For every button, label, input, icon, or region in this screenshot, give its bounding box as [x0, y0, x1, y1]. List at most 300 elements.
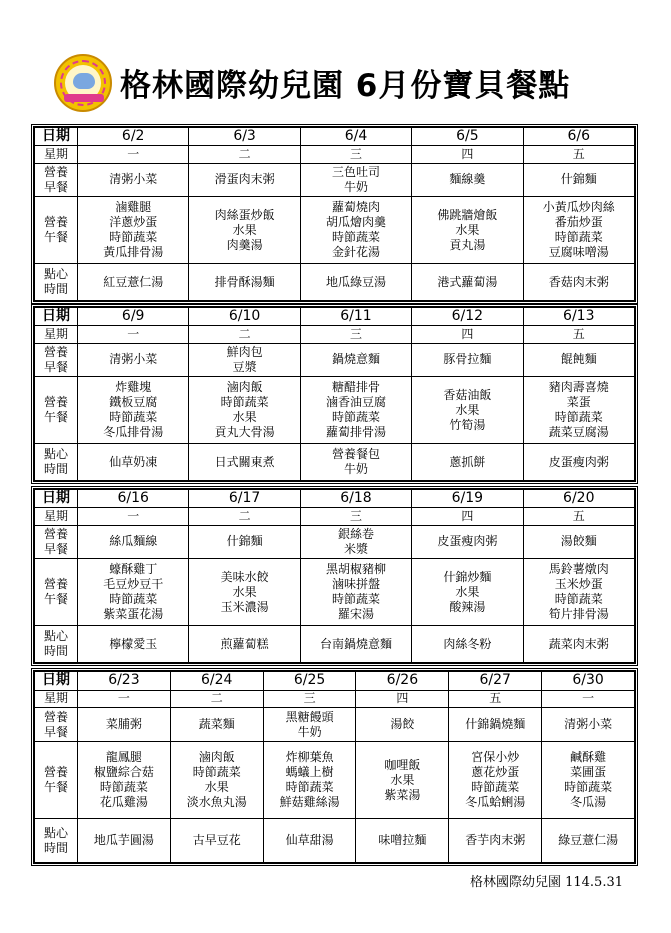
lunch-row: [35, 197, 635, 264]
menu-item: 檸檬愛玉: [109, 636, 158, 651]
menu-item: 時節蔬菜: [109, 410, 158, 425]
menu-item: 滷肉飯: [198, 750, 235, 765]
menu-item: 蔥花炒蛋: [471, 765, 520, 780]
row-label-text: 營養: [43, 765, 68, 780]
menu-cell: [523, 559, 634, 626]
date-row: [35, 672, 635, 691]
menu-item: 營養餐包: [331, 447, 380, 462]
row-label: [35, 742, 78, 819]
menu-item: 滑蛋肉末粥: [214, 172, 275, 187]
row-label: [35, 626, 78, 663]
menu-cell: [523, 163, 634, 197]
menu-item: 時節蔬菜: [471, 780, 520, 795]
menu-cell: [263, 742, 356, 819]
menu-item: 清粥小菜: [109, 352, 158, 367]
menu-item: 鍋燒意麵: [331, 352, 380, 367]
menu-item: 時節蔬菜: [331, 592, 380, 607]
menu-cell: [412, 264, 523, 301]
snack-row: [35, 444, 635, 481]
weekday-row: [35, 146, 635, 163]
menu-cell: [78, 525, 189, 559]
menu-cell: [412, 525, 523, 559]
menu-item: 貢丸大骨湯: [214, 425, 275, 440]
page-header: [0, 44, 671, 114]
menu-item: 咖哩飯: [384, 757, 421, 772]
menu-cell: 四: [356, 690, 449, 708]
row-label-text: 早餐: [43, 359, 68, 374]
menu-item: 黑糖饅頭: [285, 709, 334, 724]
menu-item: 蘿蔔燒肉: [331, 200, 380, 215]
menu-item: 貢丸湯: [449, 237, 486, 252]
menu-cell: 四: [412, 146, 523, 163]
menu-item: 地瓜綠豆湯: [325, 274, 386, 289]
menu-item: 金針花湯: [331, 245, 380, 260]
menu-item: 煎蘿蔔糕: [220, 636, 269, 651]
menu-item: 羅宋湯: [337, 607, 374, 622]
menu-cell: 三: [300, 508, 411, 525]
menu-cell: 6/2: [78, 128, 189, 146]
menu-item: 黑胡椒豬柳: [325, 562, 386, 577]
menu-cell: [300, 163, 411, 197]
snack-row: [35, 819, 635, 863]
menu-table: [34, 489, 635, 663]
breakfast-row: [35, 343, 635, 377]
menu-item: 淡水魚丸湯: [186, 795, 247, 810]
menu-cell: [449, 708, 542, 742]
menu-cell: [523, 343, 634, 377]
menu-table: [34, 307, 635, 481]
menu-cell: 6/11: [300, 308, 411, 326]
menu-item: 椒鹽綜合菇: [93, 765, 154, 780]
menu-item: 台南鍋燒意麵: [319, 636, 392, 651]
menu-cell: 五: [523, 146, 634, 163]
menu-item: 什錦麵: [560, 172, 597, 187]
menu-cell: [189, 626, 300, 663]
menu-cell: [78, 343, 189, 377]
menu-table: [34, 127, 635, 301]
date-row: [35, 128, 635, 146]
menu-cell: 二: [170, 690, 263, 708]
menu-item: 蘿蔔排骨湯: [325, 425, 386, 440]
menu-item: 米漿: [343, 541, 368, 556]
breakfast-row: [35, 525, 635, 559]
row-label: [35, 264, 78, 301]
menu-cell: 一: [78, 326, 189, 343]
menu-item: 水果: [232, 584, 257, 599]
row-label: [35, 163, 78, 197]
lunch-row: [35, 377, 635, 444]
menu-item: 花瓜雞湯: [99, 795, 148, 810]
page-title: 格林國際幼兒園 6月份寶貝餐點: [120, 68, 571, 104]
row-label-text: 早餐: [43, 724, 68, 739]
row-label: [35, 708, 78, 742]
row-label-text: 午餐: [43, 410, 68, 425]
row-label-text: 時間: [43, 840, 68, 855]
menu-item: 糖醋排骨: [331, 380, 380, 395]
menu-item: 水果: [232, 222, 257, 237]
menu-cell: 6/23: [78, 672, 171, 691]
row-label-text: 時間: [43, 282, 68, 297]
menu-cell: [170, 742, 263, 819]
week-block: [31, 486, 638, 666]
menu-cell: [78, 559, 189, 626]
menu-item: 時節蔬菜: [99, 780, 148, 795]
menu-item: 什錦麵: [226, 534, 263, 549]
menu-cell: [300, 377, 411, 444]
menu-item: 銀絲卷: [337, 526, 374, 541]
menu-item: 仙草奶凍: [109, 454, 158, 469]
menu-item: 港式蘿蔔湯: [437, 274, 498, 289]
menu-cell: [78, 444, 189, 481]
row-label: [35, 197, 78, 264]
menu-cell: [300, 197, 411, 264]
menu-item: 香芋肉末粥: [465, 833, 526, 848]
menu-item: 豆腐味噌湯: [548, 245, 609, 260]
menu-item: 什錦鍋燒麵: [465, 717, 526, 732]
menu-item: 滷味拼盤: [331, 577, 380, 592]
row-label-text: 早餐: [43, 541, 68, 556]
menu-cell: [356, 742, 449, 819]
menu-cell: [300, 264, 411, 301]
menu-cell: [449, 742, 542, 819]
menu-item: 鮮菇雞絲湯: [279, 795, 340, 810]
weekday-row: [35, 326, 635, 343]
lunch-row: [35, 742, 635, 819]
menu-item: 味噌拉麵: [378, 833, 427, 848]
row-label-text: 早餐: [43, 179, 68, 194]
menu-cell: 四: [412, 326, 523, 343]
breakfast-row: [35, 163, 635, 197]
menu-cell: 6/9: [78, 308, 189, 326]
menu-item: 水果: [204, 780, 229, 795]
menu-item: 炸雞塊: [115, 380, 152, 395]
row-label-text: 營養: [43, 344, 68, 359]
menu-cell: [356, 708, 449, 742]
menu-item: 滷肉飯: [226, 380, 263, 395]
menu-cell: [78, 708, 171, 742]
menu-item: 古早豆花: [192, 833, 241, 848]
row-label-text: 午餐: [43, 592, 68, 607]
menu-cell: [300, 343, 411, 377]
menu-item: 時節蔬菜: [109, 230, 158, 245]
menu-item: 香菇油飯: [443, 387, 492, 402]
menu-item: 餛飩麵: [560, 352, 597, 367]
row-label: [35, 525, 78, 559]
menu-item: 冬瓜排骨湯: [103, 425, 164, 440]
row-label: [35, 343, 78, 377]
row-label-text: 營養: [43, 164, 68, 179]
menu-cell: 四: [412, 508, 523, 525]
menu-cell: 一: [542, 690, 635, 708]
menu-cell: 6/13: [523, 308, 634, 326]
menu-item: 玉米炒蛋: [554, 577, 603, 592]
menu-cell: [412, 444, 523, 481]
lunch-row: [35, 559, 635, 626]
menu-cell: [523, 377, 634, 444]
menu-item: 紫菜湯: [384, 787, 421, 802]
menu-item: 肉羹湯: [226, 237, 263, 252]
menu-cell: [189, 197, 300, 264]
menu-cell: [523, 197, 634, 264]
menu-item: 皮蛋瘦肉粥: [548, 454, 609, 469]
menu-item: 黃瓜排骨湯: [103, 245, 164, 260]
menu-item: 豬肉壽喜燒: [548, 380, 609, 395]
weekday-row: [35, 508, 635, 525]
row-label-text: 點心: [43, 267, 68, 282]
hippo-icon: [73, 73, 95, 89]
menu-cell: 6/17: [189, 490, 300, 508]
menu-item: 仙草甜湯: [285, 833, 334, 848]
menu-item: 肉絲蛋炒飯: [214, 207, 275, 222]
menu-cell: 6/4: [300, 128, 411, 146]
menu-item: 滷香油豆腐: [325, 395, 386, 410]
menu-cell: [412, 343, 523, 377]
row-label: 日期: [35, 128, 78, 146]
menu-item: 宮保小炒: [471, 750, 520, 765]
menu-cell: [78, 819, 171, 863]
menu-cell: [449, 819, 542, 863]
menu-cell: [523, 525, 634, 559]
menu-item: 日式關東煮: [214, 454, 275, 469]
menu-cell: [412, 559, 523, 626]
menu-item: 時節蔬菜: [554, 410, 603, 425]
menu-item: 水果: [455, 402, 480, 417]
row-label: [35, 819, 78, 863]
menu-item: 菜蛋: [566, 395, 591, 410]
menu-cell: 一: [78, 690, 171, 708]
menu-item: 炸柳葉魚: [285, 750, 334, 765]
menu-item: 鐵板豆腐: [109, 395, 158, 410]
footer-stamp: 格林國際幼兒園 114.5.31: [469, 875, 623, 890]
row-label: 日期: [35, 672, 78, 691]
snack-row: [35, 264, 635, 301]
snack-row: [35, 626, 635, 663]
menu-cell: 6/6: [523, 128, 634, 146]
menu-cell: [78, 264, 189, 301]
row-label-text: 點心: [43, 629, 68, 644]
menu-cell: [356, 819, 449, 863]
date-row: [35, 308, 635, 326]
menu-cell: 6/5: [412, 128, 523, 146]
row-label-text: 營養: [43, 526, 68, 541]
menu-cell: [523, 626, 634, 663]
row-label: [35, 377, 78, 444]
menu-cell: [78, 626, 189, 663]
menu-item: 蔬菜肉末粥: [548, 636, 609, 651]
menu-cell: 6/26: [356, 672, 449, 691]
menu-cell: [542, 708, 635, 742]
menu-item: 三色吐司: [331, 164, 380, 179]
menu-cell: 一: [78, 146, 189, 163]
menu-cell: [189, 163, 300, 197]
row-label: [35, 559, 78, 626]
menu-item: 時節蔬菜: [192, 765, 241, 780]
date-row: [35, 490, 635, 508]
menu-cell: [170, 708, 263, 742]
menu-item: 牛奶: [343, 179, 368, 194]
menu-item: 滷雞腿: [115, 200, 152, 215]
row-label-text: 時間: [43, 644, 68, 659]
menu-item: 佛跳牆燴飯: [437, 207, 498, 222]
row-label-text: 午餐: [43, 230, 68, 245]
menu-item: 水果: [455, 222, 480, 237]
menu-item: 鹹酥雞: [570, 750, 607, 765]
menu-cell: [189, 525, 300, 559]
menu-item: 蠔酥雞丁: [109, 562, 158, 577]
menu-item: 冬瓜湯: [570, 795, 607, 810]
menu-item: 菜圃蛋: [570, 765, 607, 780]
menu-item: 胡瓜燴肉羹: [325, 215, 386, 230]
menu-item: 水果: [232, 410, 257, 425]
menu-cell: [300, 559, 411, 626]
row-label-text: 營養: [43, 395, 68, 410]
menu-cell: 6/19: [412, 490, 523, 508]
menu-cell: 一: [78, 508, 189, 525]
menu-cell: [300, 626, 411, 663]
menu-cell: [189, 343, 300, 377]
menu-item: 豆漿: [232, 359, 257, 374]
menu-item: 菜脯粥: [105, 717, 142, 732]
menu-cell: [78, 197, 189, 264]
menu-cell: [78, 163, 189, 197]
menu-cell: 三: [300, 146, 411, 163]
menu-cell: 6/3: [189, 128, 300, 146]
menu-item: 清粥小菜: [564, 717, 613, 732]
menu-item: 美味水餃: [220, 569, 269, 584]
week-block: [31, 304, 638, 484]
menu-item: 香菇肉末粥: [548, 274, 609, 289]
menu-cell: 三: [300, 326, 411, 343]
menu-cell: [263, 819, 356, 863]
menu-item: 玉米濃湯: [220, 599, 269, 614]
menu-cell: 三: [263, 690, 356, 708]
menu-item: 紫菜蛋花湯: [103, 607, 164, 622]
menu-item: 豚骨拉麵: [443, 352, 492, 367]
menu-item: 紅豆薏仁湯: [103, 274, 164, 289]
row-label-text: 點心: [43, 825, 68, 840]
menu-cell: 6/12: [412, 308, 523, 326]
week-block: [31, 668, 638, 866]
menu-item: 蔬菜麵: [198, 717, 235, 732]
menu-cell: 二: [189, 326, 300, 343]
menu-cell: [412, 626, 523, 663]
menu-item: 螞蟻上樹: [285, 765, 334, 780]
menu-item: 牛奶: [343, 462, 368, 477]
menu-item: 龍鳳腿: [105, 750, 142, 765]
menu-cell: [189, 377, 300, 444]
menu-item: 水果: [455, 584, 480, 599]
menu-cell: [78, 742, 171, 819]
row-label-text: 午餐: [43, 780, 68, 795]
menu-cell: 6/18: [300, 490, 411, 508]
row-label: 星期: [35, 690, 78, 708]
menu-cell: [189, 559, 300, 626]
row-label-text: 點心: [43, 447, 68, 462]
menu-item: 時節蔬菜: [109, 592, 158, 607]
menu-cell: [412, 377, 523, 444]
menu-item: 時節蔬菜: [331, 230, 380, 245]
menu-item: 清粥小菜: [109, 172, 158, 187]
row-label-text: 營養: [43, 577, 68, 592]
menu-cell: [412, 163, 523, 197]
weekday-row: [35, 690, 635, 708]
menu-cell: [300, 444, 411, 481]
row-label: 星期: [35, 508, 78, 525]
row-label: 日期: [35, 490, 78, 508]
menu-cell: [542, 742, 635, 819]
menu-item: 地瓜芋圓湯: [93, 833, 154, 848]
menu-item: 毛豆炒豆干: [103, 577, 164, 592]
menu-cell: [263, 708, 356, 742]
menu-cell: 6/25: [263, 672, 356, 691]
menu-cell: [170, 819, 263, 863]
menu-cell: 二: [189, 508, 300, 525]
menu-item: 小黃瓜炒肉絲: [542, 200, 615, 215]
breakfast-row: [35, 708, 635, 742]
menu-item: 皮蛋瘦肉粥: [437, 534, 498, 549]
menu-item: 湯餃: [390, 717, 415, 732]
row-label-text: 營養: [43, 215, 68, 230]
menu-cell: [300, 525, 411, 559]
menu-cell: [523, 444, 634, 481]
menu-item: 肉絲冬粉: [443, 636, 492, 651]
menu-item: 冬瓜蛤蜊湯: [465, 795, 526, 810]
menu-item: 蔬菜豆腐湯: [548, 425, 609, 440]
menu-item: 洋蔥炒蛋: [109, 215, 158, 230]
menu-cell: [78, 377, 189, 444]
menu-item: 時節蔬菜: [220, 395, 269, 410]
menu-cell: 6/20: [523, 490, 634, 508]
menu-item: 蔥抓餅: [449, 454, 486, 469]
row-label: 星期: [35, 326, 78, 343]
menu-item: 時節蔬菜: [554, 592, 603, 607]
menu-cell: [412, 197, 523, 264]
row-label: [35, 444, 78, 481]
menu-cell: 6/10: [189, 308, 300, 326]
menu-cell: [189, 444, 300, 481]
menu-cell: [523, 264, 634, 301]
menu-item: 竹筍湯: [449, 417, 486, 432]
week-block: [31, 124, 638, 304]
menu-item: 排骨酥湯麵: [214, 274, 275, 289]
menu-item: 牛奶: [297, 724, 322, 739]
menu-cell: 6/30: [542, 672, 635, 691]
menu-item: 筍片排骨湯: [548, 607, 609, 622]
menu-cell: 6/16: [78, 490, 189, 508]
menu-item: 鮮肉包: [226, 344, 263, 359]
menu-item: 時節蔬菜: [285, 780, 334, 795]
menu-cell: 五: [523, 508, 634, 525]
menu-item: 馬鈴薯燉肉: [548, 562, 609, 577]
menu-item: 湯餃麵: [560, 534, 597, 549]
menu-cell: [189, 264, 300, 301]
menu-item: 時節蔬菜: [554, 230, 603, 245]
menu-item: 麵線羹: [449, 172, 486, 187]
row-label: 星期: [35, 146, 78, 163]
menu-item: 酸辣湯: [449, 599, 486, 614]
menu-table: [34, 671, 635, 863]
menu-item: 綠豆薏仁湯: [558, 833, 619, 848]
menu-cell: [542, 819, 635, 863]
row-label: 日期: [35, 308, 78, 326]
menu-cell: 五: [523, 326, 634, 343]
menu-item: 時節蔬菜: [564, 780, 613, 795]
school-logo: [54, 54, 112, 112]
menu-item: 時節蔬菜: [331, 410, 380, 425]
menu-item: 什錦炒麵: [443, 569, 492, 584]
row-label-text: 營養: [43, 709, 68, 724]
menu-cell: 6/27: [449, 672, 542, 691]
